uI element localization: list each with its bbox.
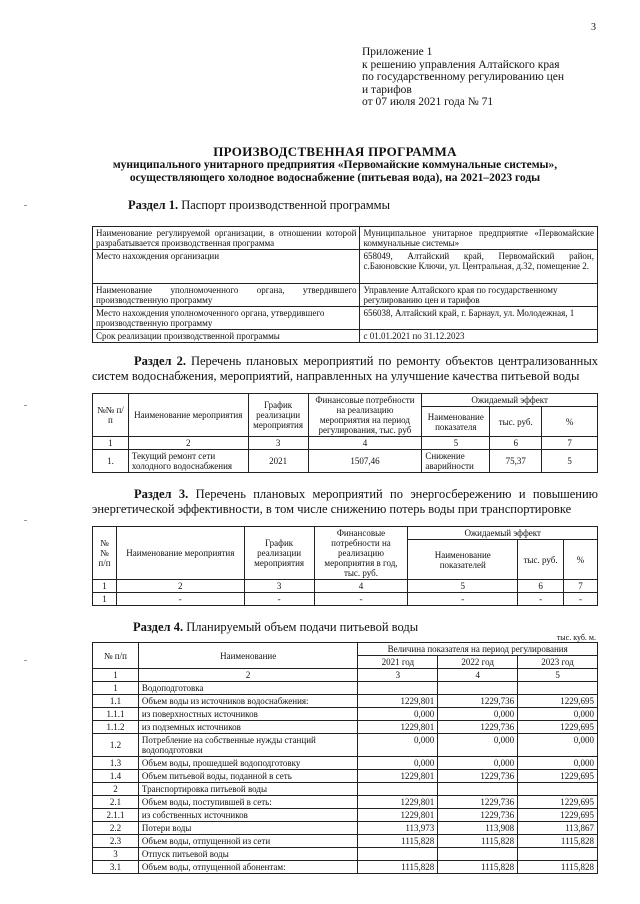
table-cell: 1115,828 [438, 835, 518, 848]
table-cell: 3 [244, 580, 314, 593]
table-cell: 5 [542, 450, 598, 473]
table-row [93, 307, 598, 330]
table-cell: 2.2 [93, 822, 139, 835]
table-cell: 113,867 [518, 822, 598, 835]
table-cell: Отпуск питьевой воды [138, 848, 357, 861]
table-cell: Место нахождения организации [93, 250, 360, 284]
table-row [93, 708, 598, 721]
section-label: Раздел 1. [128, 198, 179, 212]
table-cell: 1229,695 [518, 809, 598, 822]
table-cell: 4 [438, 669, 518, 682]
table-row [93, 835, 598, 848]
table-cell [358, 783, 438, 796]
table-cell: 1115,828 [438, 861, 518, 874]
table-cell: Объем питьевой воды, поданной в сеть [138, 770, 357, 783]
table-cell: 7 [542, 437, 598, 450]
table-cell: 1115,828 [518, 835, 598, 848]
table-row [93, 330, 598, 343]
table-cell: 5 [518, 669, 598, 682]
table-cell: Потери воды [138, 822, 357, 835]
header-cell: Финансовые потребности на реализацию мероприятия на период регулирования, тыс. руб [308, 394, 422, 437]
appendix-line: Приложение 1 [362, 46, 433, 58]
header-cell: Финансовые потребности на реализацию мероприятия в год, тыс. руб. [314, 527, 408, 580]
table-cell: 0,000 [358, 757, 438, 770]
table-cell: - [518, 593, 564, 606]
header-cell: График реализации мероприятия [244, 527, 314, 580]
table-cell: 1229,695 [518, 695, 598, 708]
table-cell: 113,908 [438, 822, 518, 835]
table-row [93, 848, 598, 861]
table-cell [518, 783, 598, 796]
table-cell: Управление Алтайского края по государственному регулированию цен и тарифов [360, 284, 598, 307]
header-cell: % [564, 540, 598, 580]
section-title: Паспорт производственной программы [181, 198, 390, 212]
header-cell: Наименование показателя [422, 407, 490, 437]
table-cell: 75,37 [490, 450, 542, 473]
table-cell: 0,000 [358, 734, 438, 757]
table-row [93, 822, 598, 835]
header-cell: №№ п/п [93, 394, 129, 437]
header-cell: 2021 год [358, 656, 438, 669]
table-cell: 4 [308, 437, 422, 450]
scan-mark [24, 205, 27, 206]
table-row [93, 783, 598, 796]
section-label: Раздел 3. [134, 487, 189, 501]
table-cell: - [244, 593, 314, 606]
table-cell: 1507,46 [308, 450, 422, 473]
table-cell: Объем воды, поступившей в сеть: [138, 796, 357, 809]
table-cell: 1.2 [93, 734, 139, 757]
table-row [93, 593, 598, 606]
table-cell: 2 [93, 783, 139, 796]
table-cell: 2.1 [93, 796, 139, 809]
section3-heading [92, 487, 598, 517]
table-cell: 1115,828 [358, 861, 438, 874]
table-cell: 1 [93, 437, 129, 450]
table-cell: с 01.01.2021 по 31.12.2023 [360, 330, 598, 343]
table-body [93, 682, 598, 874]
scan-mark [24, 405, 27, 406]
header-cell: График реализации мероприятия [248, 394, 308, 437]
table-row [93, 721, 598, 734]
appendix-line: от 07 июля 2021 года № 71 [362, 96, 494, 108]
table-cell: 7 [564, 580, 598, 593]
table-row [93, 770, 598, 783]
table-cell: 1115,828 [518, 861, 598, 874]
table-row [93, 284, 598, 307]
table-cell: 4 [314, 580, 408, 593]
table-cell: 2 [116, 580, 244, 593]
table-cell: Текущий ремонт сети холодного водоснабжения [128, 450, 248, 473]
header-cell: Наименование мероприятия [116, 527, 244, 580]
section-title: Перечень плановых мероприятий по энергосбережению и повышению энергетической эффективности, в том числе снижению потерь воды при транспортировке [92, 487, 599, 516]
appendix-header [362, 46, 602, 109]
table-cell: 1 [93, 593, 117, 606]
table-cell: 2021 [248, 450, 308, 473]
table-header-row [93, 394, 598, 407]
table-row [93, 580, 598, 593]
table-cell: 2 [138, 669, 357, 682]
table-cell: 3 [93, 848, 139, 861]
header-cell: % [542, 407, 598, 437]
table-cell [518, 682, 598, 695]
table-cell: Муниципальное унитарное предприятие «Первомайские коммунальные системы» [360, 227, 598, 250]
table-cell: 1115,828 [358, 835, 438, 848]
table-cell: 1229,801 [358, 695, 438, 708]
table-cell: 1229,801 [358, 796, 438, 809]
table-cell: - [314, 593, 408, 606]
table-row [93, 227, 598, 250]
table-cell: Наименование уполномоченного органа, утвердившего производственную программу [93, 284, 360, 307]
table-cell: 1229,801 [358, 721, 438, 734]
header-cell: Величина показателя на период регулирования [358, 643, 598, 656]
header-cell: Наименование [138, 643, 357, 669]
table-cell: 0,000 [438, 734, 518, 757]
header-cell: тыс. руб. [490, 407, 542, 437]
table-cell: 0,000 [518, 734, 598, 757]
table-row [93, 437, 598, 450]
table-cell: Транспортировка питьевой воды [138, 783, 357, 796]
table-cell: Потребление на собственные нужды станций водоподготовки [138, 734, 357, 757]
table-cell: 1229,695 [518, 721, 598, 734]
table-cell: 658049, Алтайский край, Первомайский район, с.Баюновские Ключи, ул. Центральная, д.32, помещение 2. [360, 250, 598, 284]
scan-mark [24, 520, 27, 521]
table-cell: 6 [518, 580, 564, 593]
table-cell [358, 682, 438, 695]
table-cell: из поверхностных источников [138, 708, 357, 721]
table-cell: 1.3 [93, 757, 139, 770]
table-cell [358, 848, 438, 861]
table-cell [438, 783, 518, 796]
table-cell: 113,973 [358, 822, 438, 835]
table-row [93, 682, 598, 695]
table-cell: 1229,736 [438, 770, 518, 783]
header-cell: № п/п [93, 643, 139, 669]
header-cell: Наименование мероприятия [128, 394, 248, 437]
table-cell: 0,000 [438, 708, 518, 721]
table-cell: Объем воды, прошедшей водоподготовку [138, 757, 357, 770]
table-row [93, 796, 598, 809]
table-cell: 1229,801 [358, 809, 438, 822]
table-cell: 656038, Алтайский край, г. Барнаул, ул. Молодежная, 1 [360, 307, 598, 330]
table-row [93, 250, 598, 284]
table-cell: 0,000 [518, 708, 598, 721]
passport-table [92, 226, 598, 343]
table-cell: 1.4 [93, 770, 139, 783]
table-cell: 3 [248, 437, 308, 450]
table-row [93, 757, 598, 770]
header-cell: Ожидаемый эффект [408, 527, 598, 540]
table-header-row [93, 527, 598, 540]
table-cell: - [408, 593, 518, 606]
table-cell: Объем воды из источников водоснабжения: [138, 695, 357, 708]
table-cell: 3.1 [93, 861, 139, 874]
table-header-row [93, 643, 598, 656]
table-cell: Место нахождения уполномоченного органа, утвердившего производственную программу [93, 307, 360, 330]
section-title: Перечень плановых мероприятий по ремонту объектов централизованных систем водоснабжения, мероприятий, направленных на улучшение качества питьевой воды [92, 354, 598, 383]
table-cell: 1. [93, 450, 129, 473]
table-cell: 5 [422, 437, 490, 450]
document-title: ПРОИЗВОДСТВЕННАЯ ПРОГРАММА [213, 144, 457, 159]
scan-mark [24, 660, 27, 661]
table-cell: 1229,736 [438, 721, 518, 734]
header-cell: Ожидаемый эффект [422, 394, 598, 407]
table-cell: 1229,736 [438, 796, 518, 809]
table-cell: 1 [93, 669, 139, 682]
unit-label: тыс. куб. м. [556, 633, 596, 642]
table-cell: 1229,801 [358, 770, 438, 783]
header-cell: 2023 год [518, 656, 598, 669]
header-cell: Наименование показателей [408, 540, 518, 580]
appendix-line: и тарифов [362, 83, 412, 96]
energy-saving-table [92, 526, 598, 606]
section1-heading [128, 198, 390, 213]
table-cell: 1 [93, 580, 117, 593]
header-cell: №№ п/п [93, 527, 117, 580]
repair-measures-table [92, 393, 598, 473]
table-cell: 0,000 [518, 757, 598, 770]
table-cell: Объем воды, отпущенной абонентам: [138, 861, 357, 874]
table-cell: - [116, 593, 244, 606]
table-row [93, 695, 598, 708]
water-supply-volume-table [92, 642, 598, 874]
table-cell: 3 [358, 669, 438, 682]
table-row [93, 809, 598, 822]
table-cell: 0,000 [438, 757, 518, 770]
table-cell: Срок реализации производственной программы [93, 330, 360, 343]
section2-heading [92, 354, 598, 384]
table-cell: 1.1.2 [93, 721, 139, 734]
appendix-line: к решению управления Алтайского края [362, 58, 560, 71]
page-number: 3 [591, 22, 596, 33]
table-row [93, 450, 598, 473]
table-cell: 1 [93, 682, 139, 695]
table-cell: 2.1.1 [93, 809, 139, 822]
table-cell: Наименование регулируемой организации, в отношении которой разрабатывается производственная программа [93, 227, 360, 250]
table-cell: Снижение аварийности [422, 450, 490, 473]
document-subtitle: муниципального унитарного предприятия «Первомайские коммунальные системы», [112, 159, 558, 171]
header-cell: 2022 год [438, 656, 518, 669]
table-cell: 0,000 [358, 708, 438, 721]
table-cell: из собственных источников [138, 809, 357, 822]
section-title: Планируемый объем подачи питьевой воды [186, 620, 419, 634]
table-cell: 2.3 [93, 835, 139, 848]
table-cell: 1.1 [93, 695, 139, 708]
table-row [93, 669, 598, 682]
table-cell: 1229,695 [518, 770, 598, 783]
header-cell: тыс. руб. [518, 540, 564, 580]
table-cell: из подземных источников [138, 721, 357, 734]
table-cell [438, 682, 518, 695]
table-cell: 1.1.1 [93, 708, 139, 721]
table-cell: 1229,695 [518, 796, 598, 809]
table-cell: Водоподготовка [138, 682, 357, 695]
table-row [93, 734, 598, 757]
table-cell [438, 848, 518, 861]
table-cell [518, 848, 598, 861]
appendix-line: по государственному регулированию цен [362, 71, 565, 83]
table-cell: Объем воды, отпущенной из сети [138, 835, 357, 848]
table-row [93, 861, 598, 874]
section4-heading [133, 620, 418, 635]
table-cell: 2 [128, 437, 248, 450]
table-cell: - [564, 593, 598, 606]
section-label: Раздел 2. [134, 354, 186, 368]
table-cell: 5 [408, 580, 518, 593]
section-label: Раздел 4. [133, 620, 184, 634]
table-cell: 6 [490, 437, 542, 450]
table-cell: 1229,736 [438, 695, 518, 708]
table-cell: 1229,736 [438, 809, 518, 822]
document-subtitle: осуществляющего холодное водоснабжение (питьевая вода), на 2021–2023 годы [129, 172, 541, 184]
